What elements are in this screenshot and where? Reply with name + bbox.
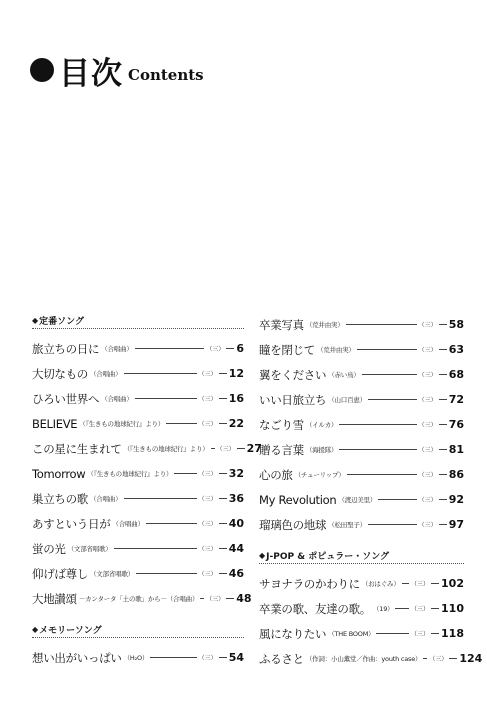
- leader-dash: [431, 583, 439, 584]
- toc-entry[interactable]: [32, 645, 244, 670]
- entry-grade-mark: （三）: [411, 606, 430, 613]
- leader-dash: [439, 449, 447, 450]
- toc-entry[interactable]: [259, 437, 464, 462]
- entry-grade-mark: （三）: [418, 322, 437, 329]
- entry-page-number: 6: [236, 342, 244, 355]
- entry-title: この星に生まれて: [32, 441, 122, 456]
- entry-subtitle: （『生きもの地球紀行』より）: [123, 445, 209, 453]
- entry-page-number: 102: [441, 577, 464, 590]
- entry-grade-mark: （三）: [198, 421, 217, 428]
- toc-entry[interactable]: [32, 461, 244, 486]
- toc-entry[interactable]: [32, 511, 244, 536]
- leader-dash: [219, 498, 227, 499]
- entry-page-number: 32: [228, 467, 244, 480]
- entry-subtitle: －カンタータ「土の歌」から－（合唱曲）: [78, 595, 199, 603]
- entry-grade-mark: （三）: [418, 522, 437, 529]
- entry-grade-mark: （三）: [198, 546, 217, 553]
- toc-entry[interactable]: [259, 571, 464, 596]
- leader-line: [368, 524, 417, 525]
- toc-entry[interactable]: [32, 436, 262, 461]
- toc-entry[interactable]: [32, 486, 244, 511]
- toc-entry[interactable]: [32, 561, 244, 586]
- entry-title: 心の旅: [259, 467, 293, 482]
- entry-page-number: 110: [441, 602, 464, 615]
- entry-subtitle: （文部省唱歌）: [67, 545, 112, 553]
- diamond-icon: ◆: [259, 550, 266, 560]
- entry-grade-mark: （三）: [206, 596, 225, 603]
- entry-subtitle: （合唱曲）: [90, 370, 122, 378]
- leader-line: [135, 398, 197, 399]
- leader-dash: [219, 573, 227, 574]
- entry-page-number: 63: [448, 343, 464, 356]
- entry-page-number: 36: [228, 492, 244, 505]
- leader-line: [146, 523, 197, 524]
- toc-entry[interactable]: [32, 336, 244, 361]
- entry-page-number: 92: [448, 493, 464, 506]
- leader-line: [135, 348, 205, 349]
- leader-line: [357, 349, 417, 350]
- entry-title: 巣立ちの歌: [32, 491, 88, 506]
- entry-title: ふるさと: [259, 651, 304, 666]
- entry-subtitle: （19）: [373, 605, 394, 613]
- toc-entry[interactable]: [32, 586, 252, 611]
- entry-grade-mark: （三）: [198, 496, 217, 503]
- leader-line: [200, 598, 204, 599]
- entry-page-number: 72: [448, 393, 464, 406]
- section-heading-label: J-POP & ポピュラー・ソング: [266, 551, 390, 562]
- entry-page-number: 97: [448, 518, 464, 531]
- entry-grade-mark: （三）: [206, 346, 225, 353]
- toc-entry[interactable]: [32, 411, 244, 436]
- diamond-icon: ◆: [32, 315, 39, 325]
- leader-dash: [439, 374, 447, 375]
- entry-title: 卒業の歌、友達の歌。: [259, 601, 371, 616]
- entry-subtitle: （荒井由実）: [317, 346, 355, 354]
- page-title: [30, 50, 204, 90]
- section-gap: [259, 537, 464, 547]
- leader-line: [124, 373, 197, 374]
- entry-grade-mark: （三）: [418, 422, 437, 429]
- toc-entry[interactable]: [32, 361, 244, 386]
- entry-page-number: 118: [441, 627, 464, 640]
- entry-title: Tomorrow: [32, 466, 86, 481]
- toc-entry[interactable]: [32, 386, 244, 411]
- entry-subtitle: （合唱曲）: [90, 495, 122, 503]
- leader-dash: [439, 474, 447, 475]
- entry-page-number: 76: [448, 418, 464, 431]
- entry-subtitle: （文部省唱歌）: [90, 570, 135, 578]
- entry-page-number: 58: [448, 318, 464, 331]
- toc-entry[interactable]: [259, 387, 464, 412]
- leader-dash: [431, 633, 439, 634]
- toc-entry[interactable]: [259, 596, 464, 621]
- toc-column-right: [259, 312, 483, 671]
- entry-title: 旅立ちの日に: [32, 341, 100, 356]
- entry-title: 贈る言葉: [259, 442, 304, 457]
- entry-subtitle: （松田聖子）: [328, 521, 367, 529]
- leader-dash: [219, 473, 227, 474]
- entry-grade-mark: （三）: [198, 371, 217, 378]
- entry-subtitle: （渡辺美里）: [338, 496, 377, 504]
- entry-page-number: 54: [228, 651, 244, 664]
- leader-dash: [226, 598, 234, 599]
- entry-page-number: 40: [228, 517, 244, 530]
- leader-dash: [439, 499, 447, 500]
- entry-title: 大切なもの: [32, 366, 88, 381]
- entry-title: あすという日が: [32, 516, 111, 531]
- leader-line: [402, 583, 409, 584]
- entry-title: My Revolution: [259, 492, 337, 507]
- entry-title: いい日旅立ち: [259, 392, 327, 407]
- leader-dash: [219, 398, 227, 399]
- leader-line: [124, 498, 197, 499]
- entry-grade-mark: （三）: [411, 581, 430, 588]
- entry-grade-mark: （三）: [198, 396, 217, 403]
- leader-dash: [431, 608, 439, 609]
- leader-line: [339, 424, 416, 425]
- leader-dash: [226, 348, 234, 349]
- leader-dash: [439, 399, 447, 400]
- leader-dash: [439, 324, 447, 325]
- entry-title: 仰げば尊し: [32, 566, 88, 581]
- entry-subtitle: （山口百恵）: [328, 396, 367, 404]
- entry-page-number: 86: [448, 468, 464, 481]
- leader-line: [136, 573, 197, 574]
- entry-page-number: 44: [228, 542, 244, 555]
- leader-line: [174, 473, 196, 474]
- entry-page-number: 124: [459, 652, 483, 665]
- section-heading-label: メモリーソング: [39, 625, 102, 636]
- toc-entry[interactable]: [259, 512, 464, 537]
- entry-subtitle: （海援隊）: [305, 446, 338, 454]
- section-heading: [32, 312, 244, 329]
- leader-dash: [237, 448, 245, 449]
- entry-page-number: 12: [228, 367, 244, 380]
- entry-title: BELIEVE: [32, 416, 78, 431]
- entry-page-number: 46: [228, 567, 244, 580]
- entry-title: 蛍の光: [32, 541, 66, 556]
- entry-grade-mark: （三）: [418, 347, 437, 354]
- entry-subtitle: （荒井由実）: [305, 321, 344, 329]
- leader-line: [346, 324, 417, 325]
- entry-grade-mark: （三）: [418, 497, 437, 504]
- entry-grade-mark: （三）: [198, 521, 217, 528]
- toc-entry[interactable]: [259, 621, 464, 646]
- toc-entry[interactable]: [259, 362, 464, 387]
- entry-subtitle: （H₂O）: [123, 654, 149, 662]
- leader-dash: [449, 658, 457, 659]
- entry-grade-mark: （三）: [429, 656, 448, 663]
- section-heading: [32, 621, 244, 638]
- entry-subtitle: （THE BOOM）: [328, 630, 375, 638]
- leader-dash: [219, 523, 227, 524]
- leader-dash: [439, 524, 447, 525]
- entry-title: なごり雪: [259, 417, 304, 432]
- entry-title: サヨナラのかわりに: [259, 576, 360, 591]
- entry-subtitle: （イルカ）: [305, 421, 338, 429]
- entry-title: ひろい世界へ: [32, 391, 100, 406]
- entry-page-number: 16: [228, 392, 244, 405]
- entry-page-number: 81: [448, 443, 464, 456]
- leader-dash: [219, 548, 227, 549]
- leader-line: [114, 548, 197, 549]
- entry-grade-mark: （三）: [198, 655, 217, 662]
- entry-subtitle: （『生きもの地球紀行』より）: [87, 470, 173, 478]
- entry-grade-mark: （三）: [418, 447, 437, 454]
- entry-page-number: 68: [448, 368, 464, 381]
- entry-page-number: 48: [236, 592, 252, 605]
- diamond-icon: ◆: [32, 624, 39, 634]
- leader-line: [211, 448, 215, 449]
- leader-line: [395, 608, 409, 609]
- entry-title: 想い出がいっぱい: [32, 650, 122, 665]
- toc-entry[interactable]: [259, 462, 464, 487]
- entry-subtitle: （『生きもの地球紀行』より）: [79, 420, 165, 428]
- toc-column-left: [32, 312, 262, 670]
- entry-title: 風になりたい: [259, 626, 327, 641]
- toc-entry[interactable]: [259, 337, 464, 362]
- toc-entry[interactable]: [259, 312, 464, 337]
- entry-title: 瞳を閉じて: [259, 342, 315, 357]
- entry-subtitle: （合唱曲）: [101, 345, 133, 353]
- section-heading-label: 定番ソング: [39, 316, 84, 327]
- leader-line: [347, 474, 417, 475]
- entry-title: 大地讃頌: [32, 591, 77, 606]
- leader-dash: [219, 657, 227, 658]
- entry-title: 瑠璃色の地球: [259, 517, 327, 532]
- entry-grade-mark: （三）: [418, 472, 437, 479]
- section-gap: [32, 611, 244, 621]
- toc-entry[interactable]: [259, 412, 464, 437]
- toc-entry[interactable]: [259, 487, 464, 512]
- leader-dash: [439, 424, 447, 425]
- leader-line: [339, 449, 416, 450]
- entry-subtitle: （おはぐみ）: [361, 580, 400, 588]
- entry-subtitle: （チューリップ）: [294, 471, 345, 479]
- leader-line: [376, 633, 409, 634]
- leader-line: [150, 657, 196, 658]
- bullet-dot-icon: [30, 58, 54, 82]
- entry-grade-mark: （三）: [198, 471, 217, 478]
- entry-grade-mark: （三）: [198, 571, 217, 578]
- entry-page-number: 27: [246, 442, 262, 455]
- entry-subtitle: （作詞：小山薫堂／作曲：youth case）: [305, 655, 422, 663]
- leader-line: [423, 658, 427, 659]
- title-english: Contents: [128, 66, 204, 84]
- leader-dash: [219, 423, 227, 424]
- leader-line: [166, 423, 196, 424]
- entry-grade-mark: （三）: [216, 446, 235, 453]
- leader-dash: [219, 373, 227, 374]
- entry-grade-mark: （三）: [411, 631, 430, 638]
- entry-grade-mark: （三）: [418, 372, 437, 379]
- leader-dash: [439, 349, 447, 350]
- entry-title: 卒業写真: [259, 317, 304, 332]
- leader-line: [362, 374, 417, 375]
- entry-page-number: 22: [228, 417, 244, 430]
- entry-title: 翼をください: [259, 367, 327, 382]
- toc-entry[interactable]: [32, 536, 244, 561]
- entry-subtitle: （合唱曲）: [112, 520, 144, 528]
- entry-subtitle: （合唱曲）: [101, 395, 133, 403]
- entry-subtitle: （赤い鳥）: [328, 371, 360, 379]
- section-heading: [259, 547, 464, 564]
- entry-grade-mark: （三）: [418, 397, 437, 404]
- leader-line: [368, 399, 417, 400]
- toc-entry[interactable]: [259, 646, 483, 671]
- leader-line: [378, 499, 416, 500]
- title-japanese: 目次: [59, 55, 123, 92]
